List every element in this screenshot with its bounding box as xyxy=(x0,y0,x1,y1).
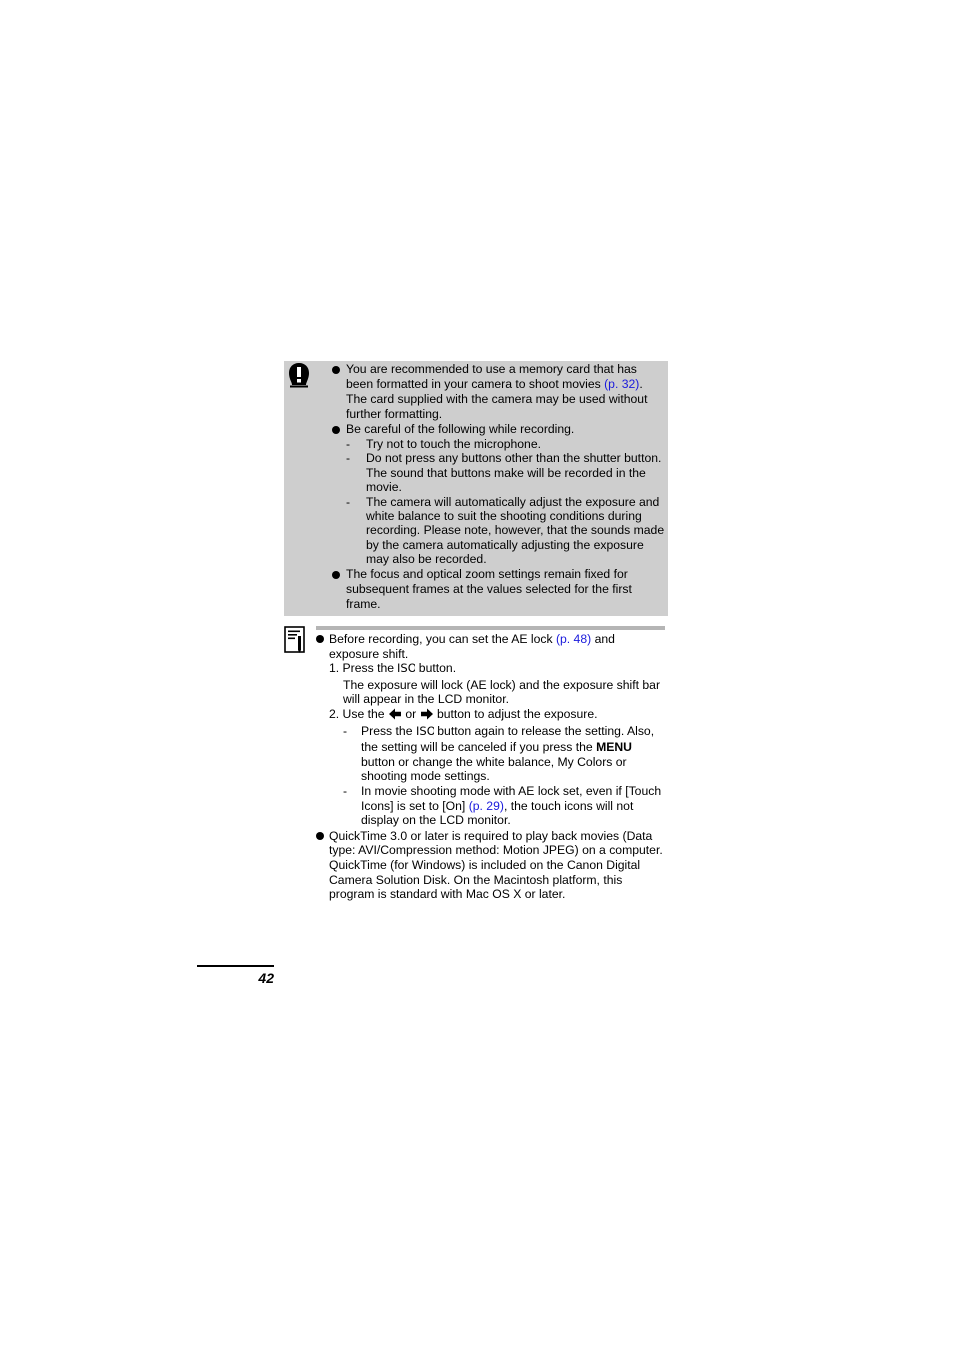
memo-b2-text: QuickTime 3.0 or later is required to play back movies (Data type: AVI/Compression method: Motion JPEG) on a computer. QuickTime (for Windows) is included on the Canon Digital Camera Solution Disk. On the Macintosh platform, this program is standard with Mac OS X or later. xyxy=(329,828,663,902)
memo-divider-bar xyxy=(316,626,665,630)
caution-sub-text: Do not press any buttons other than the shutter button. The sound that buttons make will be recorded in the movie. xyxy=(366,451,662,495)
caution-bullet-2 xyxy=(332,422,665,567)
step-1 xyxy=(329,661,666,707)
caution-sub-text: Try not to touch the microphone. xyxy=(366,437,542,451)
step2-or: or xyxy=(401,706,420,721)
page-ref-link[interactable]: (p. 32) xyxy=(604,377,640,391)
memo-bullet-2 xyxy=(316,829,666,902)
caution-sub-text: The camera will automatically adjust the exposure and white balance to suit the shooting conditions during recording. Please note, however, that the sounds made by the camera automatically adjusting the exposure may also be recorded. xyxy=(366,494,665,567)
memo-sub2-text-2: , the touch icons will not display on the LCD monitor. xyxy=(361,798,634,828)
caution-bullet-1 xyxy=(332,362,665,422)
menu-button-label: MENU xyxy=(596,740,632,755)
caution-sub-item xyxy=(346,437,665,451)
memo-sub1-text-3: button or change the white balance, My Colors or shooting mode settings. xyxy=(361,754,627,784)
caution-sub-item xyxy=(346,451,665,494)
caution-exclamation-icon xyxy=(287,362,311,388)
step2-label: 2. Use the xyxy=(329,706,388,721)
memo-sub1-text: Press the xyxy=(361,723,416,738)
right-arrow-icon xyxy=(420,708,434,724)
step1-text: button. xyxy=(415,661,457,676)
memo-b1-text: Before recording, you can set the AE lock xyxy=(329,632,556,646)
caution-box xyxy=(284,361,668,616)
bullet-dot xyxy=(316,832,324,840)
caution-b1-text: You are recommended to use a memory card that has been formatted in your camera to shoot movies xyxy=(346,362,637,391)
page-ref-link[interactable]: (p. 48) xyxy=(555,632,592,646)
memo-sub1-text-2: button again to release the setting. Also, the setting will be canceled if you press the xyxy=(361,723,655,755)
caution-b3-text: The focus and optical zoom settings remain fixed for subsequent frames at the values selected for the first frame. xyxy=(346,566,632,611)
dash: - xyxy=(343,723,348,738)
caution-b2-text: Be careful of the following while recording. xyxy=(346,422,575,436)
iso-button-icon xyxy=(397,661,415,678)
svg-text:ISO: ISO xyxy=(415,723,434,737)
step2-text: button to adjust the exposure. xyxy=(433,706,598,721)
dash: - xyxy=(346,494,351,509)
page-number: 42 xyxy=(258,970,274,986)
step-2 xyxy=(329,707,666,724)
bullet-dot xyxy=(316,635,324,643)
caution-text xyxy=(332,362,665,612)
left-arrow-icon xyxy=(388,708,402,724)
footer-rule xyxy=(197,965,274,967)
dash: - xyxy=(343,783,348,798)
step1-body: The exposure will lock (AE lock) and the exposure shift bar will appear in the LCD monitor. xyxy=(343,677,661,707)
memo-note-icon xyxy=(284,626,306,654)
memo-b1-text-2: and exposure shift. xyxy=(329,632,615,661)
caution-sub-item xyxy=(346,495,665,567)
svg-text:ISO: ISO xyxy=(397,661,416,675)
caution-bullet-3 xyxy=(332,567,665,612)
iso-button-icon xyxy=(416,724,434,741)
bullet-dot xyxy=(332,426,340,434)
memo-sub-item xyxy=(343,784,666,828)
memo-sub-item xyxy=(343,724,666,784)
step1-label: 1. Press the xyxy=(329,661,398,676)
memo-bullet-1 xyxy=(316,632,666,828)
page-ref-link[interactable]: (p. 29) xyxy=(468,798,504,813)
memo-sub2-text: In movie shooting mode with AE lock set, even if [Touch Icons] is set to [On] xyxy=(361,783,662,813)
bullet-dot xyxy=(332,571,340,579)
memo-text xyxy=(316,632,666,902)
bullet-dot xyxy=(332,366,340,374)
dash: - xyxy=(346,451,351,466)
dash: - xyxy=(346,437,351,451)
caution-b1-text-2: . The card supplied with the camera may be used without further formatting. xyxy=(346,377,648,421)
